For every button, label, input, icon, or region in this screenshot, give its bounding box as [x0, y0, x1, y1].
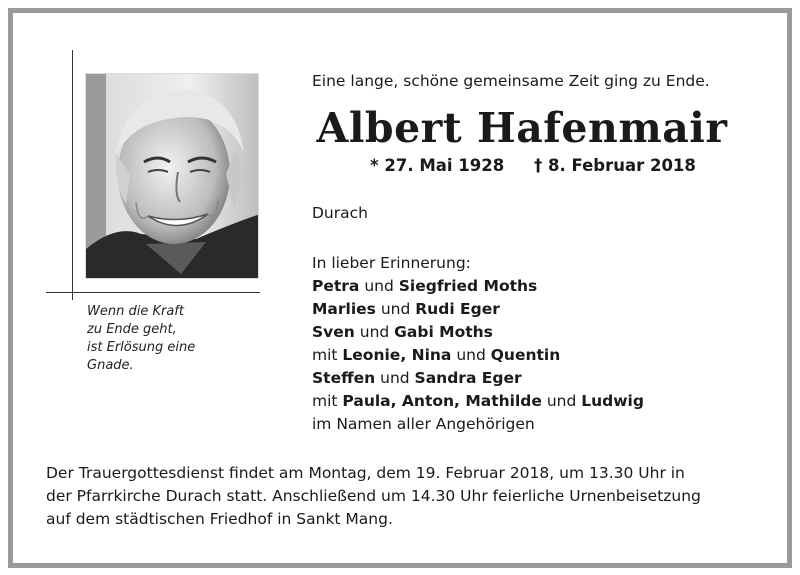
quote-line: zu Ende geht,: [87, 322, 177, 337]
mourner-row: [312, 275, 644, 298]
service-line: auf dem städtischen Friedhof in Sankt Mang.: [46, 510, 393, 528]
birth-date: * 27. Mai 1928: [370, 156, 505, 175]
portrait-photo: [85, 73, 259, 279]
mourner-row: [312, 298, 644, 321]
horizontal-divider: [46, 292, 260, 293]
connector-text: mit: [312, 346, 343, 364]
mourner-name: Rudi Eger: [415, 300, 500, 318]
mourner-name: Ludwig: [581, 392, 644, 410]
connector-text: mit: [312, 392, 343, 410]
mourner-name: Sven: [312, 323, 355, 341]
connector-text: und: [451, 346, 491, 364]
mourner-name: Gabi Moths: [394, 323, 493, 341]
quote-line: ist Erlösung eine: [87, 340, 196, 355]
service-info: [46, 462, 766, 531]
connector-text: und: [354, 323, 395, 341]
intro-line: Eine lange, schöne gemeinsame Zeit ging zu Ende.: [312, 72, 710, 90]
connector-text: und: [375, 369, 415, 387]
deceased-name: Albert Hafenmair: [316, 104, 728, 152]
connector-text: und: [375, 300, 416, 318]
vertical-divider: [72, 50, 73, 300]
mourner-name: Leonie, Nina: [342, 346, 452, 364]
service-line: Der Trauergottesdienst findet am Montag, dem 19. Februar 2018, um 13.30 Uhr in: [46, 464, 685, 482]
connector-text: und: [541, 392, 582, 410]
mourner-row: [312, 390, 644, 413]
mourner-name: Steffen: [312, 369, 376, 387]
death-date: † 8. Februar 2018: [533, 156, 696, 175]
mourner-row: [312, 367, 644, 390]
mourner-name: Marlies: [312, 300, 376, 318]
quote-line: Gnade.: [87, 358, 134, 373]
mourner-name: Quentin: [490, 346, 561, 364]
connector-text: und: [359, 277, 399, 295]
mourner-name: Sandra Eger: [414, 369, 522, 387]
mourner-row: [312, 321, 644, 344]
closing-line: im Namen aller Angehörigen: [312, 415, 535, 433]
life-dates: [370, 156, 696, 175]
family-list: [312, 252, 644, 436]
mourner-name: Paula, Anton, Mathilde: [342, 392, 542, 410]
memory-heading: In lieber Erinnerung:: [312, 254, 471, 272]
place: Durach: [312, 204, 368, 222]
mourner-name: Siegfried Moths: [398, 277, 538, 295]
mourners: [312, 275, 644, 413]
mourner-row: [312, 344, 644, 367]
quote-text: [87, 303, 247, 375]
quote-line: Wenn die Kraft: [87, 304, 184, 319]
service-line: der Pfarrkirche Durach statt. Anschließend um 14.30 Uhr feierliche Urnenbeisetzung: [46, 487, 701, 505]
mourner-name: Petra: [312, 277, 360, 295]
